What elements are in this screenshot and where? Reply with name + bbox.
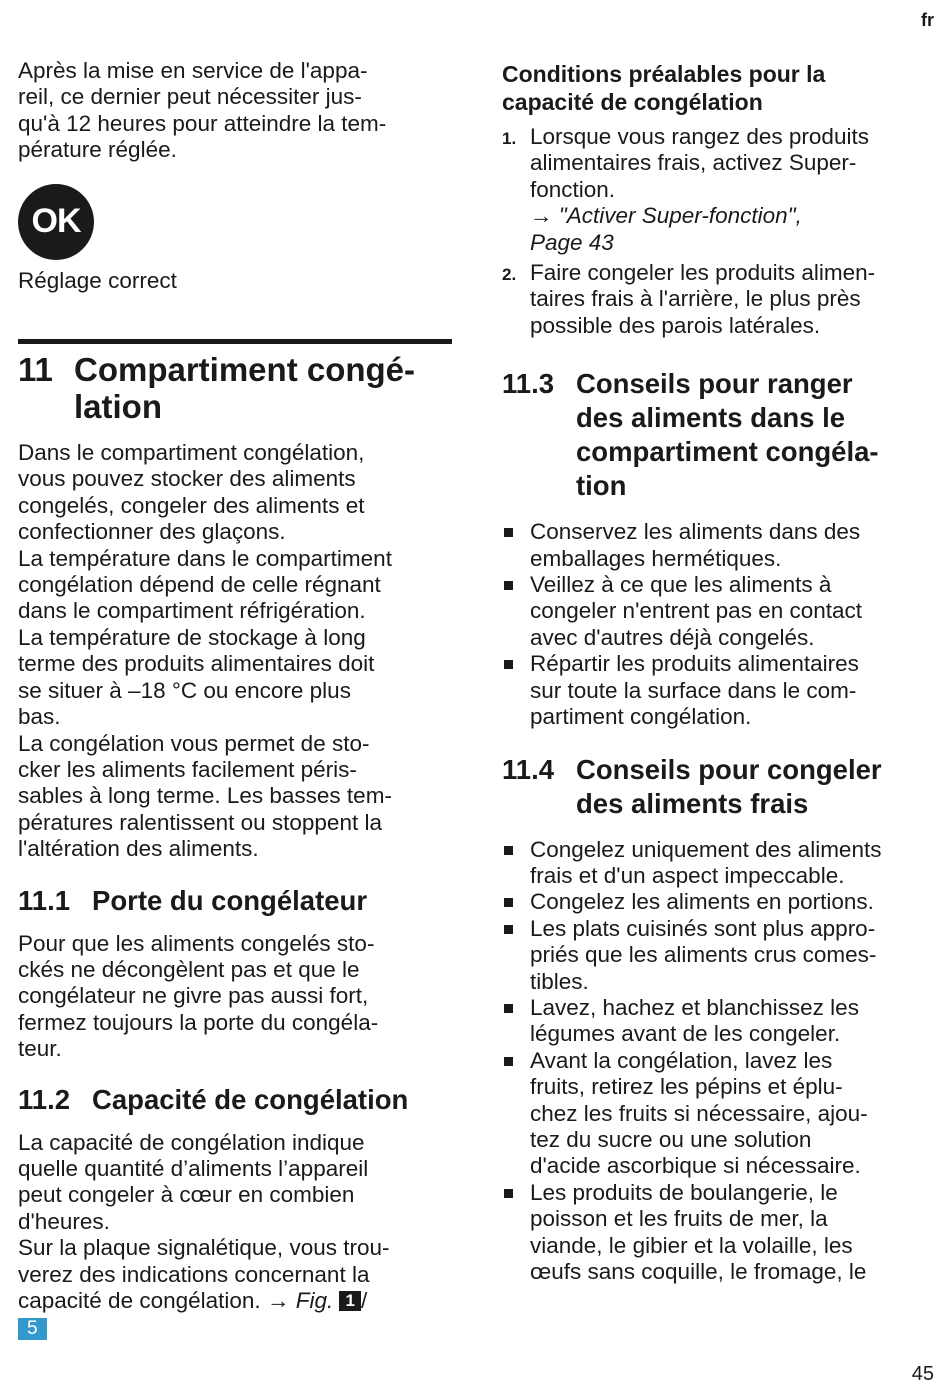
- bullet-icon: [502, 889, 530, 915]
- intro-paragraph: Après la mise en service de l'appa- reil, ce dernier peut nécessiter jus- qu'à 12 heures pour atteindre la tem- pérature réglée.: [18, 58, 387, 163]
- bullet-icon: [502, 995, 530, 1048]
- heading-11-1-number: 11.1: [18, 884, 71, 916]
- heading-11-3-title: Conseils pour ranger des aliments dans le compartiment congéla- tion: [576, 368, 879, 502]
- tips-storage-list: [502, 519, 938, 730]
- heading-11-2-title: Capacité de congélation: [92, 1083, 409, 1115]
- list-item-text: Congelez uniquement des aliments frais et d'un aspect impeccable.: [530, 836, 882, 888]
- bullet-icon: [502, 1048, 530, 1180]
- bullet-icon: [502, 651, 530, 730]
- heading-11-3-number: 11.3: [502, 368, 555, 400]
- list-item-text: Les plats cuisinés sont plus appro- priés que les aliments crus comes- tibles.: [530, 915, 877, 994]
- ok-icon: [18, 184, 94, 260]
- step-text: Lorsque vous rangez des produits alimentaires frais, activez Super- fonction.: [530, 124, 869, 202]
- ok-caption: Réglage correct: [18, 267, 177, 293]
- step-cross-reference[interactable]: → "Activer Super-fonction", Page 43: [530, 203, 802, 255]
- list-item-text: Conservez les aliments dans des emballages hermétiques.: [530, 519, 861, 571]
- right-column: [502, 0, 938, 1285]
- conditions-heading: Conditions préalables pour la capacité de congélation: [502, 61, 826, 115]
- page-number: 45: [911, 1363, 934, 1385]
- heading-11-4-title: Conseils pour congeler des aliments frais: [576, 753, 882, 819]
- bullet-icon: [502, 519, 530, 572]
- heading-11-2-number: 11.2: [18, 1083, 71, 1115]
- list-item-text: Répartir les produits alimentaires sur toute la surface dans le com- partiment congélation.: [530, 651, 859, 730]
- tips-freezing-list: [502, 837, 938, 1286]
- section-11-2-text: La capacité de congélation indique quelle quantité d’aliments l’appareil peut congeler à cœur en combien d'heures. Sur la plaque signalétique, vous trou- verez des indications concernant la capacité de congélation.: [18, 1129, 390, 1313]
- list-item: [502, 651, 938, 730]
- step-number: 1.: [502, 129, 517, 148]
- step-text: Faire congeler les produits alimen- taires frais à l'arrière, le plus près possible des parois latérales.: [530, 260, 876, 338]
- figure-number-badge: 1: [339, 1291, 360, 1311]
- list-item: [502, 916, 938, 995]
- section-number: 11: [18, 351, 53, 389]
- list-item: [502, 837, 938, 890]
- bullet-icon: [502, 572, 530, 651]
- ok-badge-label: OK: [31, 202, 81, 241]
- heading-11-1-title: Porte du congélateur: [92, 884, 368, 916]
- step-item: [502, 260, 938, 339]
- list-item: [502, 995, 938, 1048]
- list-item: [502, 572, 938, 651]
- step-item: [502, 124, 938, 256]
- bullet-icon: [502, 1180, 530, 1286]
- left-column: [18, 0, 454, 1340]
- heading-11-1: [18, 884, 454, 918]
- heading-11-4-number: 11.4: [502, 753, 555, 785]
- section-11-body: Dans le compartiment congélation, vous pouvez stocker des aliments congelés, congeler des aliments et confectionner des glaçons. La température dans le compartiment congélation dépend de celle régnant dans le compartiment réfrigération. La température de stockage à long terme des produits alimentaires doit se situer à –18 °C ou encore plus bas. La congélation vous permet de sto- cker les aliments facilement péris- sables à long terme. Les basses tem- pératures ralentissent ou stoppent la l'altération des aliments.: [18, 440, 392, 862]
- list-item: [502, 889, 938, 915]
- list-item-text: Congelez les aliments en portions.: [530, 889, 874, 915]
- section-11-2-body: [18, 1130, 454, 1315]
- bullet-icon: [502, 837, 530, 890]
- list-item: [502, 1180, 938, 1286]
- list-item-text: Veillez à ce que les aliments à congeler n'entrent pas en contact avec d'autres déjà congelés.: [530, 572, 863, 650]
- heading-11-3: [502, 367, 938, 503]
- step-number: 2.: [502, 265, 517, 285]
- conditions-steps: [502, 124, 938, 339]
- list-item-text: Avant la congélation, lavez les fruits, retirez les pépins et éplu- chez les fruits si nécessaire, ajou- tez du sucre ou une solution d'acide ascorbique si nécessaire.: [530, 1047, 868, 1179]
- list-item-text: Les produits de boulangerie, le poisson et les fruits de mer, la viande, le gibier et la volaille, les œufs sans coquille, le fromage, le: [530, 1179, 867, 1284]
- section-11-1-body: Pour que les aliments congelés sto- ckés ne décongèlent pas et que le congélateur ne givre pas aussi fort, fermez toujours la porte du congéla- teur.: [18, 930, 379, 1062]
- list-item-text: Lavez, hachez et blanchissez les légumes avant de les congeler.: [530, 994, 859, 1047]
- figure-separator: /: [360, 1288, 368, 1313]
- bullet-icon: [502, 916, 530, 995]
- list-item: [502, 519, 938, 572]
- section-heading-11: [18, 351, 454, 425]
- list-item: [502, 1048, 938, 1180]
- figure-part-badge: 5: [18, 1318, 47, 1340]
- section-title: Compartiment congé- lation: [74, 351, 416, 426]
- heading-11-4: [502, 753, 938, 821]
- section-divider: [18, 339, 452, 344]
- figure-reference[interactable]: → Fig.: [266, 1288, 334, 1313]
- language-tag: fr: [921, 10, 934, 30]
- heading-11-2: [18, 1083, 454, 1117]
